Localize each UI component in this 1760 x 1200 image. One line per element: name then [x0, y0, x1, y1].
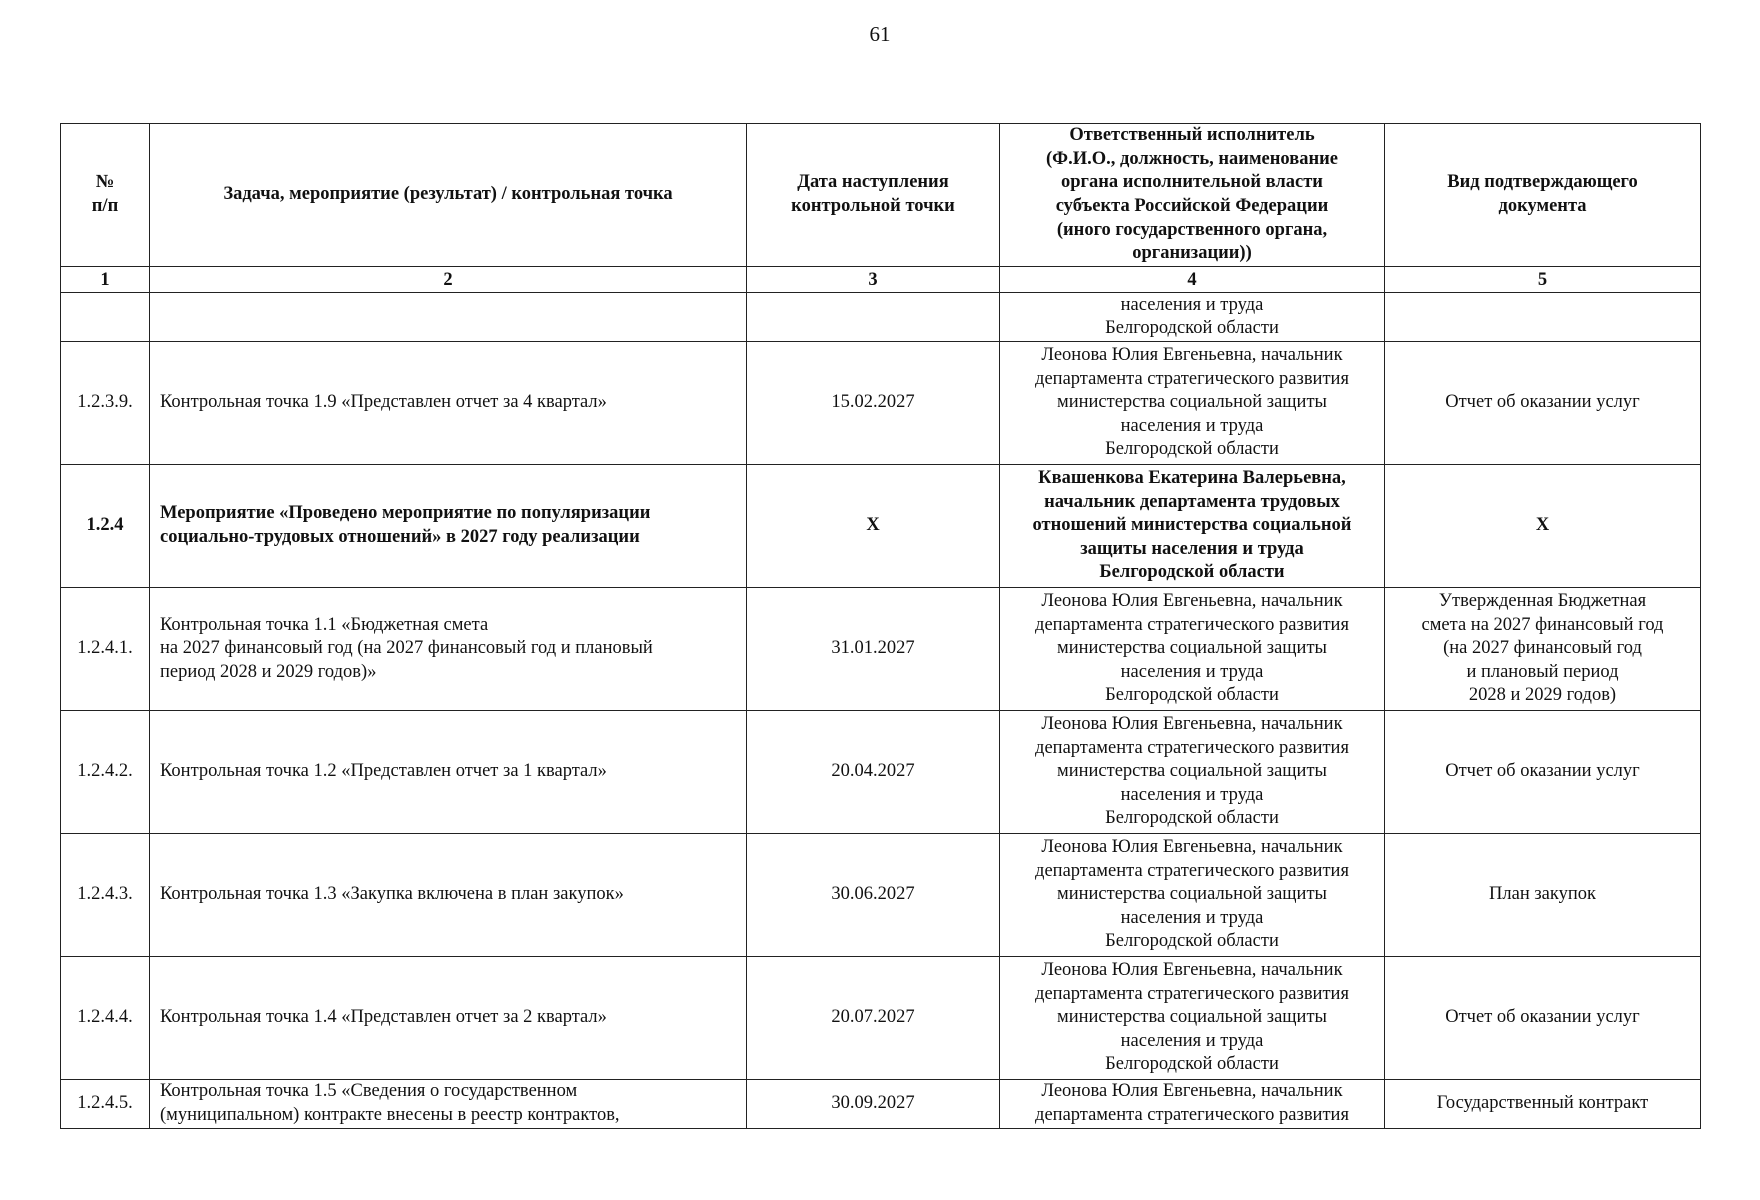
cell-doc: [1385, 293, 1701, 342]
header-task: Задача, мероприятие (результат) / контрольная точка: [150, 124, 747, 267]
column-numbers-row: [61, 267, 1701, 293]
cell-date: 31.01.2027: [747, 588, 1000, 711]
cell-executor: Леонова Юлия Евгеньевна, начальник департамента стратегического развития министерства социальной защиты населения и труда Белгородской области: [1000, 957, 1385, 1080]
cell-executor: Леонова Юлия Евгеньевна, начальник департамента стратегического развития: [1000, 1080, 1385, 1129]
cell-doc: Отчет об оказании услуг: [1385, 342, 1701, 465]
continuation-row: [61, 293, 1701, 342]
cell-num: 1.2.4.3.: [61, 834, 150, 957]
cell-num: 1.2.4.4.: [61, 957, 150, 1080]
cell-doc: Отчет об оказании услуг: [1385, 711, 1701, 834]
column-number: 1: [61, 267, 150, 293]
cell-executor: Леонова Юлия Евгеньевна, начальник департамента стратегического развития министерства социальной защиты населения и труда Белгородской области: [1000, 711, 1385, 834]
table-row: [61, 711, 1701, 834]
cell-executor: населения и труда Белгородской области: [1000, 293, 1385, 342]
cell-date: 20.04.2027: [747, 711, 1000, 834]
header-num: № п/п: [61, 124, 150, 267]
cell-date: 30.06.2027: [747, 834, 1000, 957]
cell-num: [61, 293, 150, 342]
column-number: 5: [1385, 267, 1701, 293]
cell-doc: X: [1385, 465, 1701, 588]
cell-num: 1.2.4.2.: [61, 711, 150, 834]
cell-executor: Квашенкова Екатерина Валерьевна, начальник департамента трудовых отношений министерства социальной защиты населения и труда Белгородской области: [1000, 465, 1385, 588]
cell-num: 1.2.4: [61, 465, 150, 588]
cell-doc: Государственный контракт: [1385, 1080, 1701, 1129]
header-doc: Вид подтверждающего документа: [1385, 124, 1701, 267]
cell-date: 15.02.2027: [747, 342, 1000, 465]
cell-doc: Утвержденная Бюджетная смета на 2027 финансовый год (на 2027 финансовый год и плановый период 2028 и 2029 годов): [1385, 588, 1701, 711]
cell-task: Контрольная точка 1.9 «Представлен отчет за 4 квартал»: [150, 342, 747, 465]
table-row: [61, 342, 1701, 465]
cell-task: Контрольная точка 1.4 «Представлен отчет за 2 квартал»: [150, 957, 747, 1080]
cell-task: Контрольная точка 1.1 «Бюджетная смета на 2027 финансовый год (на 2027 финансовый год и плановый период 2028 и 2029 годов)»: [150, 588, 747, 711]
cell-date: [747, 293, 1000, 342]
cell-num: 1.2.3.9.: [61, 342, 150, 465]
cell-num: 1.2.4.5.: [61, 1080, 150, 1129]
control-points-table: [60, 123, 1701, 1129]
cell-task: Мероприятие «Проведено мероприятие по популяризации социально-трудовых отношений» в 2027 году реализации: [150, 465, 747, 588]
cell-executor: Леонова Юлия Евгеньевна, начальник департамента стратегического развития министерства социальной защиты населения и труда Белгородской области: [1000, 342, 1385, 465]
header-executor: Ответственный исполнитель (Ф.И.О., должность, наименование органа исполнительной власти субъекта Российской Федерации (иного государственного органа, организации)): [1000, 124, 1385, 267]
cell-task: [150, 293, 747, 342]
cell-doc: Отчет об оказании услуг: [1385, 957, 1701, 1080]
table-header-row: [61, 124, 1701, 267]
table-row: [61, 834, 1701, 957]
page-number: 61: [869, 22, 891, 46]
cell-date: 30.09.2027: [747, 1080, 1000, 1129]
cell-executor: Леонова Юлия Евгеньевна, начальник департамента стратегического развития министерства социальной защиты населения и труда Белгородской области: [1000, 588, 1385, 711]
cell-executor: Леонова Юлия Евгеньевна, начальник департамента стратегического развития министерства социальной защиты населения и труда Белгородской области: [1000, 834, 1385, 957]
column-number: 2: [150, 267, 747, 293]
cell-date: 20.07.2027: [747, 957, 1000, 1080]
cell-task: Контрольная точка 1.2 «Представлен отчет за 1 квартал»: [150, 711, 747, 834]
table-row: [61, 465, 1701, 588]
column-number: 4: [1000, 267, 1385, 293]
cell-task: Контрольная точка 1.5 «Сведения о государственном (муниципальном) контракте внесены в реестр контрактов,: [150, 1080, 747, 1129]
table-row: [61, 588, 1701, 711]
cell-doc: План закупок: [1385, 834, 1701, 957]
table-row: [61, 1080, 1701, 1129]
header-date: Дата наступления контрольной точки: [747, 124, 1000, 267]
table-row: [61, 957, 1701, 1080]
column-number: 3: [747, 267, 1000, 293]
cell-num: 1.2.4.1.: [61, 588, 150, 711]
cell-date: X: [747, 465, 1000, 588]
cell-task: Контрольная точка 1.3 «Закупка включена в план закупок»: [150, 834, 747, 957]
